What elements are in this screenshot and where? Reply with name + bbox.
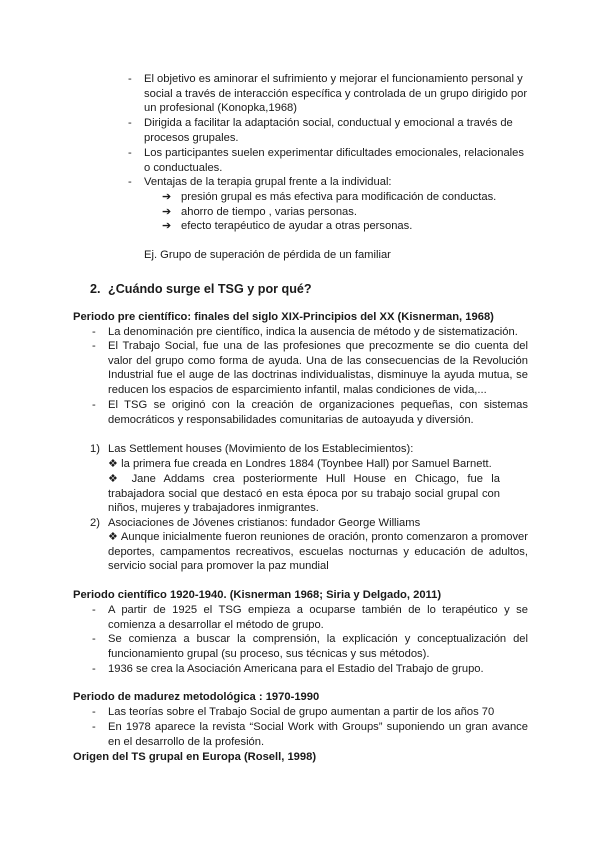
period-item: Se comienza a buscar la comprensión, la explicación y conceptualización del funcionamiento grupal (su proceso, sus técnicas y sus métodos). (108, 633, 528, 660)
period-heading: Periodo pre científico: finales del siglo XIX-Principios del XX (Kisnerman, 1968) (73, 311, 494, 323)
list-number: 2) (90, 517, 100, 529)
bullet-dash: - (92, 326, 96, 338)
intro-item: El objetivo es aminorar el sufrimiento y mejorar el funcionamiento personal y social a través de interacción específica y controlada de un grupo dirigido por un profesional (Konopka,1968) (144, 73, 528, 115)
arrow-right-icon: ➔ (162, 220, 172, 232)
period-item: A partir de 1925 el TSG empieza a ocuparse también de lo terapéutico y se comienza a desarrollar el método de grupo. (108, 604, 528, 631)
period-item: 1936 se crea la Asociación Americana para el Estadio del Trabajo de grupo. (108, 663, 484, 675)
bullet-dash: - (92, 663, 96, 675)
arrow-right-icon: ➔ (162, 206, 172, 218)
bullet-dash: - (92, 633, 96, 645)
advantage-item: ahorro de tiempo , varias personas. (181, 206, 357, 218)
bullet-dash: - (128, 73, 132, 85)
bullet-dash: - (92, 399, 96, 411)
period-heading: Origen del TS grupal en Europa (Rosell, 1998) (73, 751, 317, 763)
origin-title: Asociaciones de Jóvenes cristianos: fundador George Williams (108, 517, 421, 529)
origin-sub: ❖ Aunque inicialmente fueron reuniones de oración, pronto comenzaron a promover deportes, campamentos recreativos, escuelas nocturnas y educación de adultos, servicio social para promover la paz mundial (108, 531, 528, 573)
bullet-dash: - (92, 604, 96, 616)
intro-item: Ventajas de la terapia grupal frente a la individual: (144, 176, 392, 188)
period-item: La denominación pre científico, indica la ausencia de método y de sistematización. (108, 326, 518, 338)
bullet-dash: - (92, 340, 96, 352)
bullet-dash: - (128, 147, 132, 159)
example-text: Ej. Grupo de superación de pérdida de un familiar (144, 249, 391, 261)
intro-item: Los participantes suelen experimentar dificultades emocionales, relacionales o conductuales. (144, 147, 524, 174)
period-item: El Trabajo Social, fue una de las profesiones que precozmente se dio cuenta del valor del grupo como forma de ayuda. Una de las consecuencias de la Revolución Industrial fue el auge de las doctrinas individualistas, disminuye la ayuda mutua, se reducen los espacios de esparcimiento infantil, malas condiciones de vida,... (108, 340, 528, 396)
origin-sub: ❖ Jane Addams crea posteriormente Hull House en Chicago, fue la trabajadora social que destacó en esta época por su trabajo social grupal con niños, mujeres y trabajadores inmigrantes. (108, 473, 500, 515)
bullet-dash: - (128, 117, 132, 129)
period-item: El TSG se originó con la creación de organizaciones pequeñas, con sistemas democráticos y responsabilidades comunitarias de autoayuda y diversión. (108, 399, 528, 426)
section-number: 2. (90, 282, 101, 296)
arrow-right-icon: ➔ (162, 191, 172, 203)
period-heading: Periodo de madurez metodológica : 1970-1990 (73, 691, 320, 703)
advantage-item: presión grupal es más efectiva para modificación de conductas. (181, 191, 497, 203)
bullet-dash: - (92, 721, 96, 733)
period-heading: Periodo científico 1920-1940. (Kisnerman 1968; Siria y Delgado, 2011) (73, 589, 442, 601)
section-title: ¿Cuándo surge el TSG y por qué? (108, 282, 312, 296)
bullet-dash: - (92, 706, 96, 718)
intro-item: Dirigida a facilitar la adaptación social, conductual y emocional a través de procesos grupales. (144, 117, 513, 144)
bullet-dash: - (128, 176, 132, 188)
period-item: Las teorías sobre el Trabajo Social de grupo aumentan a partir de los años 70 (108, 706, 495, 718)
origin-sub: ❖ la primera fue creada en Londres 1884 (Toynbee Hall) por Samuel Barnett. (108, 458, 492, 470)
advantage-item: efecto terapéutico de ayudar a otras personas. (181, 220, 413, 232)
origin-title: Las Settlement houses (Movimiento de los Establecimientos): (108, 443, 414, 455)
list-number: 1) (90, 443, 100, 455)
period-item: En 1978 aparece la revista “Social Work with Groups” suponiendo un gran avance en el desarrollo de la profesión. (108, 721, 528, 748)
